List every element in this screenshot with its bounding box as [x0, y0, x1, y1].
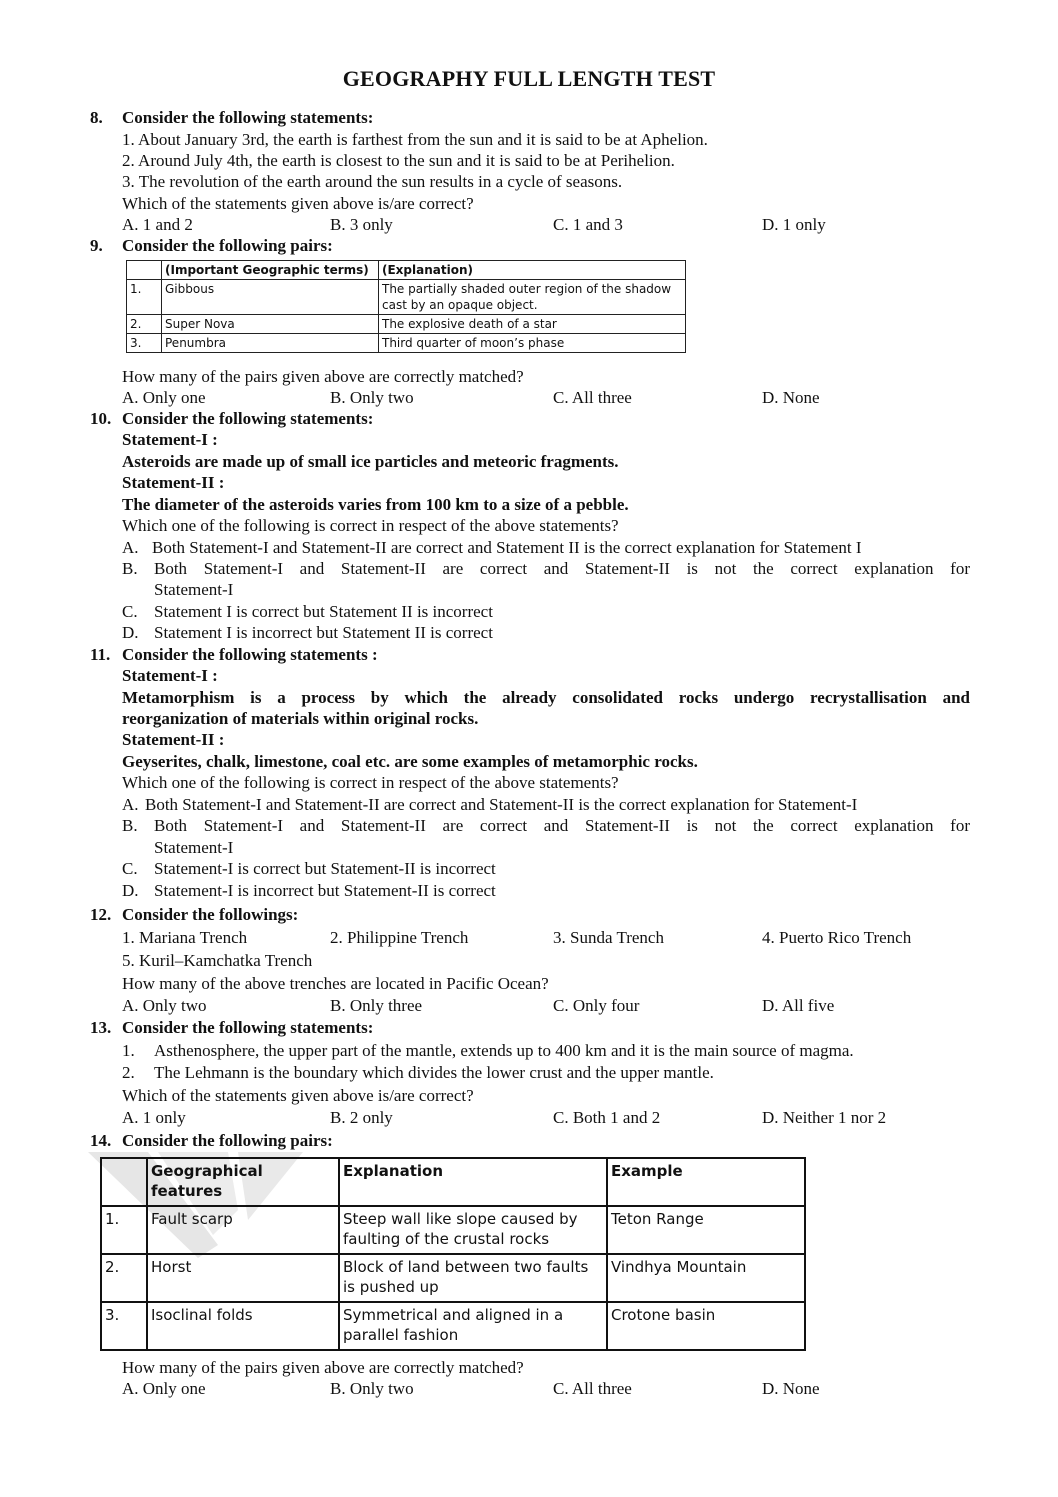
q9-option-d: D. None: [762, 388, 820, 407]
q11-option-c-letter: C.: [122, 859, 138, 878]
q8-question: Which of the statements given above is/are correct?: [122, 194, 474, 213]
table-header: [127, 261, 162, 280]
table-header: Example: [607, 1158, 805, 1206]
table-cell: Block of land between two faults is pushed up: [339, 1254, 607, 1302]
q8-heading: Consider the following statements:: [122, 108, 374, 127]
table-cell: 1.: [101, 1206, 147, 1254]
table-header: [101, 1158, 147, 1206]
q13-statement-1-number: 1.: [122, 1041, 135, 1060]
table-header: (Explanation): [379, 261, 686, 280]
q9-pairs-table: [126, 260, 686, 353]
q11-option-a: Both Statement-I and Statement-II are correct and Statement-II is the correct explanation for Statement-I: [145, 795, 858, 814]
table-row: [101, 1206, 805, 1254]
q14-number: 14.: [90, 1131, 112, 1150]
q8-number: 8.: [90, 108, 103, 127]
q10-option-d: Statement I is incorrect but Statement II is correct: [154, 623, 493, 642]
q10-question: Which one of the following is correct in respect of the above statements?: [122, 516, 619, 535]
table-cell: 3.: [127, 334, 162, 353]
table-cell: 2.: [127, 315, 162, 334]
q12-item-5: 5. Kuril–Kamchatka Trench: [122, 951, 313, 970]
q11-option-b-letter: B.: [122, 816, 138, 835]
q9-heading: Consider the following pairs:: [122, 236, 333, 255]
q11-statement-2-text: Geyserites, chalk, limestone, coal etc. are some examples of metamorphic rocks.: [122, 752, 698, 771]
q8-option-c: C. 1 and 3: [553, 215, 623, 234]
table-cell: Vindhya Mountain: [607, 1254, 805, 1302]
table-cell: The explosive death of a star: [379, 315, 686, 334]
q11-question: Which one of the following is correct in respect of the above statements?: [122, 773, 619, 792]
q11-option-b-cont: Statement-I: [154, 838, 234, 857]
q14-option-d: D. None: [762, 1379, 820, 1398]
table-row: [101, 1254, 805, 1302]
table-cell: Teton Range: [607, 1206, 805, 1254]
table-row: [127, 315, 686, 334]
q9-question: How many of the pairs given above are correctly matched?: [122, 367, 524, 386]
q10-statement-2-text: The diameter of the asteroids varies from 100 km to a size of a pebble.: [122, 495, 629, 514]
q8-option-a: A. 1 and 2: [122, 215, 193, 234]
q10-option-b-cont: Statement-I: [154, 580, 234, 599]
q10-option-a-letter: A.: [122, 538, 139, 557]
table-cell: Gibbous: [162, 280, 379, 315]
q10-option-b: Both Statement-I and Statement-II are correct and Statement-II is not the correct explanation for: [154, 559, 970, 578]
q10-option-c-letter: C.: [122, 602, 138, 621]
q9-option-c: C. All three: [553, 388, 632, 407]
table-cell: 2.: [101, 1254, 147, 1302]
table-header-row: [101, 1158, 805, 1206]
table-cell: Fault scarp: [147, 1206, 339, 1254]
table-row: [127, 334, 686, 353]
q11-option-c: Statement-I is correct but Statement-II is incorrect: [154, 859, 496, 878]
q10-statement-2-label: Statement-II :: [122, 473, 225, 492]
table-cell: 3.: [101, 1302, 147, 1350]
table-header: (Important Geographic terms): [162, 261, 379, 280]
table-header: Geographical features: [147, 1158, 339, 1206]
q12-item-3: 3. Sunda Trench: [553, 928, 664, 947]
q12-heading: Consider the followings:: [122, 905, 299, 924]
q10-heading: Consider the following statements:: [122, 409, 374, 428]
q11-option-b: Both Statement-I and Statement-II are correct and Statement-II is not the correct explanation for: [154, 816, 970, 835]
table-cell: Super Nova: [162, 315, 379, 334]
table-header: Explanation: [339, 1158, 607, 1206]
table-cell: Crotone basin: [607, 1302, 805, 1350]
q10-option-b-letter: B.: [122, 559, 138, 578]
table-header-row: [127, 261, 686, 280]
q12-item-4: 4. Puerto Rico Trench: [762, 928, 912, 947]
table-cell: Horst: [147, 1254, 339, 1302]
q10-statement-1-text: Asteroids are made up of small ice particles and meteoric fragments.: [122, 452, 619, 471]
q8-statement-2: 2. Around July 4th, the earth is closest to the sun and it is said to be at Perihelion.: [122, 151, 675, 170]
table-cell: Symmetrical and aligned in a parallel fashion: [339, 1302, 607, 1350]
q14-pairs-table: [100, 1157, 806, 1351]
q12-number: 12.: [90, 905, 112, 924]
q14-heading: Consider the following pairs:: [122, 1131, 333, 1150]
q10-option-d-letter: D.: [122, 623, 139, 642]
q13-statement-2: The Lehmann is the boundary which divides the lower crust and the upper mantle.: [154, 1063, 714, 1082]
q11-option-d: Statement-I is incorrect but Statement-II is correct: [154, 881, 496, 900]
q8-option-b: B. 3 only: [330, 215, 393, 234]
table-cell: Steep wall like slope caused by faulting of the crustal rocks: [339, 1206, 607, 1254]
q12-option-b: B. Only three: [330, 996, 423, 1015]
q11-statement-1-label: Statement-I :: [122, 666, 218, 685]
q14-option-b: B. Only two: [330, 1379, 414, 1398]
q14-option-c: C. All three: [553, 1379, 632, 1398]
q10-number: 10.: [90, 409, 112, 428]
q10-statement-1-label: Statement-I :: [122, 430, 218, 449]
q11-statement-2-label: Statement-II :: [122, 730, 225, 749]
q12-option-d: D. All five: [762, 996, 835, 1015]
q11-option-d-letter: D.: [122, 881, 139, 900]
table-row: [127, 280, 686, 315]
table-row: [101, 1302, 805, 1350]
q12-item-2: 2. Philippine Trench: [330, 928, 469, 947]
q8-option-d: D. 1 only: [762, 215, 826, 234]
q12-item-1: 1. Mariana Trench: [122, 928, 248, 947]
q11-statement-1-line1: Metamorphism is a process by which the already consolidated rocks undergo recrystallisation and: [122, 688, 970, 707]
q13-question: Which of the statements given above is/are correct?: [122, 1086, 474, 1105]
q12-option-a: A. Only two: [122, 996, 207, 1015]
q13-statement-1: Asthenosphere, the upper part of the mantle, extends up to 400 km and it is the main source of magma.: [154, 1041, 854, 1060]
table-cell: Isoclinal folds: [147, 1302, 339, 1350]
q10-option-c: Statement I is correct but Statement II is incorrect: [154, 602, 493, 621]
q13-option-b: B. 2 only: [330, 1108, 393, 1127]
q13-option-c: C. Both 1 and 2: [553, 1108, 661, 1127]
q12-option-c: C. Only four: [553, 996, 640, 1015]
q13-option-d: D. Neither 1 nor 2: [762, 1108, 887, 1127]
q14-option-a: A. Only one: [122, 1379, 206, 1398]
table-cell: Penumbra: [162, 334, 379, 353]
table-cell: 1.: [127, 280, 162, 315]
q13-number: 13.: [90, 1018, 112, 1037]
table-cell: Third quarter of moon’s phase: [379, 334, 686, 353]
q11-number: 11.: [90, 645, 111, 664]
page-title: GEOGRAPHY FULL LENGTH TEST: [342, 66, 716, 91]
q9-number: 9.: [90, 236, 103, 255]
table-cell: The partially shaded outer region of the shadow cast by an opaque object.: [379, 280, 686, 315]
q14-question: How many of the pairs given above are correctly matched?: [122, 1358, 524, 1377]
q9-option-a: A. Only one: [122, 388, 206, 407]
q12-question: How many of the above trenches are located in Pacific Ocean?: [122, 974, 549, 993]
q8-statement-1: 1. About January 3rd, the earth is farthest from the sun and it is said to be at Aphelion.: [122, 130, 708, 149]
q11-heading: Consider the following statements :: [122, 645, 378, 664]
q11-option-a-letter: A.: [122, 795, 139, 814]
q13-statement-2-number: 2.: [122, 1063, 135, 1082]
q10-option-a: Both Statement-I and Statement-II are correct and Statement II is the correct explanation for Statement I: [152, 538, 862, 557]
q8-statement-3: 3. The revolution of the earth around the sun results in a cycle of seasons.: [122, 172, 623, 191]
q9-option-b: B. Only two: [330, 388, 414, 407]
q13-heading: Consider the following statements:: [122, 1018, 374, 1037]
q11-statement-1-line2: reorganization of materials within original rocks.: [122, 709, 479, 728]
q13-option-a: A. 1 only: [122, 1108, 186, 1127]
